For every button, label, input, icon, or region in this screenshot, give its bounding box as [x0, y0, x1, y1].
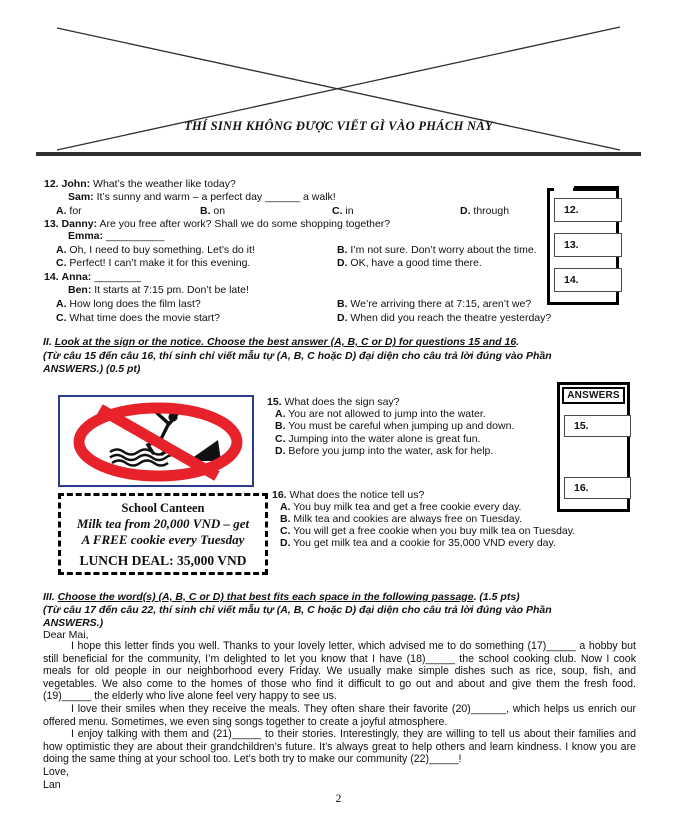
answers-box-header: ANSWERS [562, 387, 625, 404]
letter-signature: Lan [43, 778, 61, 791]
crossed-out-region [0, 0, 677, 160]
speaker-name: Ben: [68, 284, 92, 296]
separator-line [36, 152, 641, 156]
section-iii-instruction-vn-1: (Từ câu 17 đến câu 22, thí sinh chỉ viết mẫu tự (A, B, C hoặc D) đại diện cho câu trả lời đúng vào Phần [43, 604, 552, 616]
phach-notice: THÍ SINH KHÔNG ĐƯỢC VIẾT GÌ VÀO PHÁCH NÀY [184, 119, 493, 133]
option-a: A. You are not allowed to jump into the water. [275, 408, 486, 420]
letter-paragraph-1: I hope this letter finds you well. Thanks to your lovely letter, which advised me to do something (17)_____ a hobby but still beneficial for the community, I’m delighted to let you know that I have (18)_____ the school cooking club. Now I cook meals for old people in our neighborhood every Friday. We usually make simple dishes such as rice, soup, fish, and vegetables. We also come to the homes of those who find it difficult to go out and about and give them the fresh food. (19)_____ the elderly who live alone feel very happy to see us. [43, 640, 636, 703]
option-a: A. You buy milk tea and get a free cookie every day. [280, 501, 522, 513]
border-artifact-gap [554, 188, 573, 191]
letter-paragraph-3: I enjoy talking with them and (21)_____ to their stories. Interestingly, they are willing to tell us about their families and how optimistic they are about their grandchildren’s future. It’s always great to help others and learn kindness. I know you are doing the same thing at your school too. Let’s both try to make our community (22)_____! [43, 728, 636, 766]
option-d: D. You get milk tea and a cookie for 35,000 VND every day. [280, 537, 556, 549]
option-d: D. Before you jump into the water, ask for help. [275, 445, 494, 457]
section-ii-heading: II. Look at the sign or the notice. Choose the best answer (A, B, C or D) for questions 15 and 16. [43, 336, 520, 348]
letter-salutation: Dear Mai, [43, 629, 89, 641]
answers-box-15-16 [557, 382, 630, 512]
section-title: Look at the sign or the notice. Choose the best answer (A, B, C or D) for questions 15 and 16 [54, 336, 517, 348]
option-c: C. What time does the movie start? [56, 312, 220, 324]
option-b: B. We’re arriving there at 7:15, aren’t we? [337, 298, 532, 310]
speech-text: It starts at 7:15 pm. Don’t be late! [94, 284, 249, 296]
canteen-notice [58, 493, 268, 575]
section-iii-heading: III. Choose the word(s) (A, B, C or D) that best fits each space in the following passage. (1.5 pts) [43, 591, 520, 603]
speaker-name: John: [61, 178, 91, 190]
question-15-stem: 15. What does the sign say? [267, 396, 400, 408]
option-d: D. through [460, 205, 510, 217]
option-b: B. Milk tea and cookies are always free on Tuesday. [280, 513, 523, 525]
section-number: II. [43, 336, 52, 348]
speech-text: Are you free after work? Shall we do some shopping together? [99, 218, 391, 230]
option-c: C. Jumping into the water alone is great fun. [275, 433, 481, 445]
canteen-offer-line-2: A FREE cookie every Tuesday [81, 531, 245, 547]
option-b: B. You must be careful when jumping up and down. [275, 420, 515, 432]
canteen-lunch-deal: LUNCH DEAL: 35,000 VND [79, 553, 247, 568]
question-13-line2 [68, 230, 164, 243]
option-c: C. in [332, 205, 354, 217]
question-number: 16. [272, 489, 287, 501]
letter-closing: Love, [43, 765, 69, 778]
option-a: A. Oh, I need to buy something. Let’s do it! [56, 244, 255, 256]
section-title: Choose the word(s) (A, B, C or D) that best fits each space in the following passage [57, 591, 474, 603]
speaker-name: Anna: [61, 271, 92, 283]
page-number: 2 [335, 793, 342, 805]
section-ii-instruction-vn-1: (Từ câu 15 đến câu 16, thí sinh chỉ viết mẫu tự (A, B, C hoặc D) đại diện cho câu trả lời đúng vào Phần [43, 350, 552, 362]
letter-paragraph-2: I love their smiles when they receive the meals. They often share their favorite (20)______, which helps us enrich our offered menu. Sometimes, we even sing songs together to create a joyful atmosphere. [43, 702, 636, 728]
border-artifact-cap [574, 186, 619, 191]
speech-text: ________ [94, 271, 141, 283]
option-d: D. When did you reach the theatre yesterday? [337, 312, 552, 324]
section-number: III. [43, 591, 55, 603]
question-16-stem: 16. What does the notice tell us? [272, 489, 425, 501]
speech-text: It’s sunny and warm – a perfect day ______ a walk! [96, 191, 336, 203]
speech-text: __________ [105, 230, 165, 242]
answer-cell-12: 12. [554, 198, 622, 222]
letter-body [43, 640, 636, 791]
question-12-line1 [44, 178, 236, 191]
question-number: 14. [44, 271, 59, 283]
question-number: 12. [44, 178, 59, 190]
section-iii-instruction-vn-2: ANSWERS.) [43, 617, 104, 629]
question-14-line2 [68, 284, 249, 297]
speaker-name: Emma: [68, 230, 104, 242]
question-12-line2 [68, 191, 336, 204]
question-number: 15. [267, 396, 282, 408]
question-14-line1 [44, 271, 141, 284]
answer-box-12-14 [547, 188, 619, 305]
speech-text: What’s the weather like today? [93, 178, 236, 190]
section-ii-instruction-vn-2: ANSWERS.) (0.5 pt) [43, 363, 141, 375]
speaker-name: Sam: [68, 191, 94, 203]
canteen-title: School Canteen [121, 501, 205, 515]
canteen-offer-line-1: Milk tea from 20,000 VND – get [76, 516, 250, 531]
option-d: D. OK, have a good time there. [337, 257, 482, 269]
answer-cell-16: 16. [564, 477, 631, 499]
option-c: C. Perfect! I can’t make it for this evening. [56, 257, 251, 269]
option-a: A. How long does the film last? [56, 298, 201, 310]
question-number: 13. [44, 218, 59, 230]
option-b: B. I’m not sure. Don’t worry about the time. [337, 244, 537, 256]
no-jumping-sign [58, 395, 254, 487]
answer-cell-14: 14. [554, 268, 622, 292]
speaker-name: Danny: [61, 218, 98, 230]
option-a: A. for [56, 205, 82, 217]
option-c: C. You will get a free cookie when you buy milk tea on Tuesday. [280, 525, 576, 537]
answer-cell-13: 13. [554, 233, 622, 257]
option-b: B. on [200, 205, 226, 217]
answer-cell-15: 15. [564, 415, 631, 437]
no-jumping-into-water-icon [60, 397, 252, 485]
